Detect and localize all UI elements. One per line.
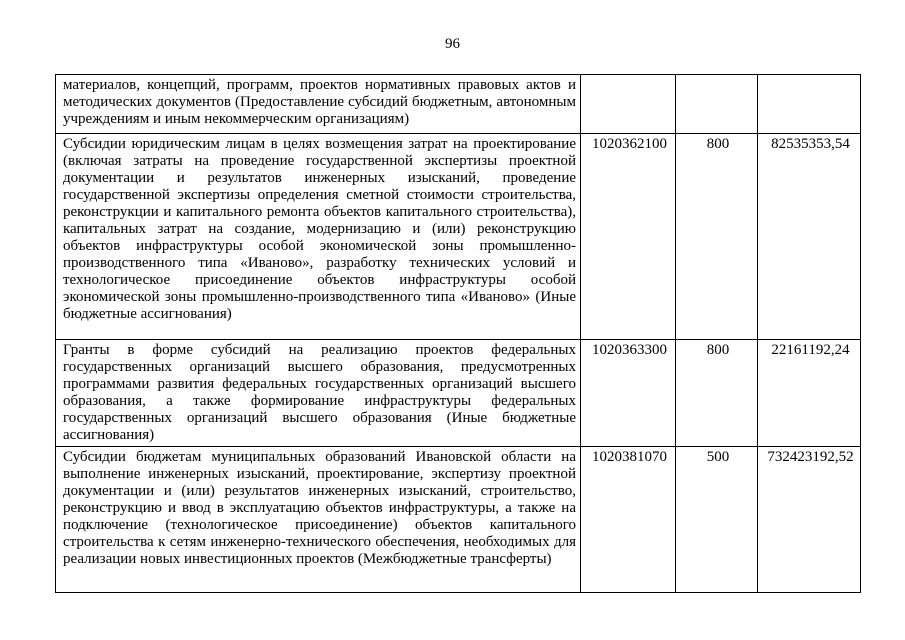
amount-cell: 82535353,54 [758,134,861,340]
table-row [56,447,861,593]
table-row [56,340,861,447]
expense-type-cell: 500 [676,447,758,593]
page-number: 96 [445,36,460,52]
code-cell [581,75,676,134]
expense-type-cell: 800 [676,134,758,340]
expense-type-cell: 800 [676,340,758,447]
expense-type-cell [676,75,758,134]
description-cell: материалов, концепций, программ, проектов нормативных правовых актов и методических документов (Предоставление субсидий бюджетным, автономным учреждениям и иным некоммерческим организациям) [56,75,581,134]
description-cell: Субсидии бюджетам муниципальных образований Ивановской области на выполнение инженерных изысканий, проектирование, экспертизу проектной документации и (или) результатов инженерных изысканий, строительство, реконструкцию и ввод в эксплуатацию объектов инфраструктуры, а также на подключение (технологическое присоединение) объектов капитального строительства к сетям инженерно-технического обеспечения, необходимых для реализации новых инвестиционных проектов (Межбюджетные трансферты) [56,447,581,593]
code-cell: 1020362100 [581,134,676,340]
table-row [56,75,861,134]
amount-cell: 732423192,52 [758,447,861,593]
code-cell: 1020363300 [581,340,676,447]
description-cell: Гранты в форме субсидий на реализацию проектов федеральных государственных организаций высшего образования, предусмотренных программами развития федеральных государственных организаций высшего образования, а также формирование инфраструктуры федеральных государственных организаций высшего образования (Иные бюджетные ассигнования) [56,340,581,447]
table-row [56,134,861,340]
amount-cell: 22161192,24 [758,340,861,447]
description-cell: Субсидии юридическим лицам в целях возмещения затрат на проектирование (включая затраты на проведение государственной экспертизы проектной документации и результатов инженерных изысканий, проведение государственной экспертизы определения сметной стоимости строительства, реконструкции и капитального ремонта объектов капитального строительства), капитальных затрат на создание, модернизацию и (или) реконструкцию объектов инфраструктуры особой экономической зоны промышленно-производственного типа «Иваново», разработку технических условий и технологическое присоединение объектов инфраструктуры особой экономической зоны промышленно-производственного типа «Иваново» (Иные бюджетные ассигнования) [56,134,581,340]
code-cell: 1020381070 [581,447,676,593]
budget-table [55,74,861,593]
amount-cell [758,75,861,134]
